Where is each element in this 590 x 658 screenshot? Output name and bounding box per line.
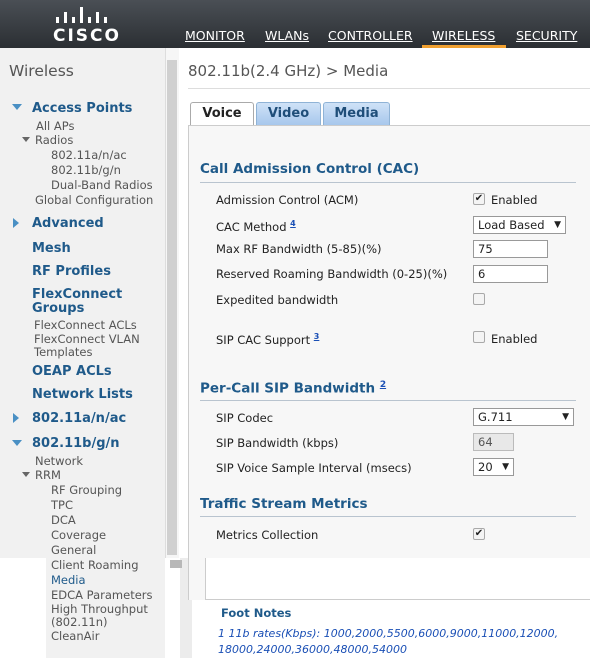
sidebar-item-cleanair[interactable]: CleanAir	[51, 629, 100, 643]
tab-panel-bottom	[205, 558, 590, 600]
expedited-bandwidth-checkbox[interactable]	[473, 293, 485, 305]
expand-right-icon[interactable]	[13, 218, 19, 228]
expand-down-icon[interactable]	[12, 104, 22, 110]
tab-video[interactable]: Video	[256, 102, 321, 125]
sidebar-item-coverage[interactable]: Coverage	[51, 528, 107, 542]
expedited-bandwidth-label: Expedited bandwidth	[216, 293, 339, 307]
metrics-collection-checkbox[interactable]	[473, 528, 485, 540]
expand-down-icon[interactable]	[22, 137, 30, 142]
nav-controller[interactable]: CONTROLLER	[328, 28, 413, 43]
checkmark-icon: ✔	[474, 193, 484, 204]
sidebar-item-general[interactable]: General	[51, 543, 97, 557]
tab-media[interactable]: Media	[323, 102, 390, 125]
section-heading-cac	[200, 161, 419, 177]
footnote-link[interactable]: 3	[313, 332, 320, 341]
sidebar-item-flexconnect-groups-2[interactable]: Groups	[32, 301, 85, 316]
sidebar-item-rf-profiles[interactable]: RF Profiles	[32, 264, 111, 279]
section-heading-sip-text: Per-Call SIP Bandwidth	[200, 380, 376, 397]
sip-codec-value: G.711	[478, 410, 513, 424]
sidebar-item-access-points[interactable]: Access Points	[32, 101, 133, 116]
active-nav-indicator	[422, 45, 506, 48]
sip-interval-select[interactable]	[473, 458, 514, 476]
section-heading-cac-text: Call Admission Control (CAC)	[200, 161, 420, 177]
footnotes-title: Foot Notes	[221, 606, 292, 620]
reserved-roaming-bandwidth-input[interactable]: 6	[473, 265, 548, 283]
section-divider	[200, 182, 576, 183]
sidebar-title: Wireless	[9, 62, 74, 80]
sidebar-item-dca[interactable]: DCA	[51, 513, 76, 527]
section-heading-tsm	[200, 496, 367, 512]
sidebar-item-client-roaming[interactable]: Client Roaming	[51, 558, 139, 572]
sidebar-item-flexconnect-groups[interactable]: FlexConnect	[32, 287, 123, 302]
sidebar-item-flexconnect-acls[interactable]: FlexConnect ACLs	[34, 318, 137, 332]
sip-codec-label: SIP Codec	[216, 411, 274, 425]
footnotes-text: 1 11b rates(Kbps): 1000,2000,5500,6000,9000,11000,12000, 18000,24000,36000,48000,54000	[218, 627, 559, 656]
sip-codec-select[interactable]	[473, 408, 574, 426]
top-header	[0, 0, 590, 48]
footnote-link[interactable]: 2	[379, 380, 387, 390]
sidebar-item-radio-b[interactable]: 802.11b/g/n	[51, 163, 121, 177]
sidebar-item-band-a[interactable]: 802.11a/n/ac	[32, 411, 127, 426]
max-rf-bandwidth-label: Max RF Bandwidth (5-85)(%)	[216, 242, 382, 256]
sip-interval-value: 20	[478, 460, 493, 474]
sidebar-item-rrm[interactable]: RRM	[35, 468, 61, 482]
section-heading-sip	[200, 380, 386, 397]
sidebar-item-flexconnect-vlan-2[interactable]: Templates	[34, 345, 93, 359]
title-divider	[188, 88, 590, 89]
sidebar-item-dual-band[interactable]: Dual-Band Radios	[51, 178, 153, 192]
sidebar-scroll-thumb[interactable]	[167, 60, 177, 555]
cac-method-value: Load Based	[478, 218, 545, 232]
nav-security[interactable]: SECURITY	[516, 28, 578, 43]
sidebar-item-high-throughput[interactable]: High Throughput	[51, 602, 148, 616]
sidebar-item-media[interactable]: Media	[51, 573, 86, 587]
sidebar-item-global-config[interactable]: Global Configuration	[35, 193, 154, 207]
cisco-bridge-icon	[55, 6, 119, 26]
sip-cac-support-checkbox[interactable]	[473, 331, 485, 343]
cac-method-label	[216, 219, 296, 234]
nav-wlans[interactable]: WLANs	[265, 28, 310, 43]
sidebar-item-rf-grouping[interactable]: RF Grouping	[51, 483, 123, 497]
sidebar-item-advanced[interactable]: Advanced	[32, 216, 104, 231]
dropdown-arrow-icon: ▼	[502, 462, 509, 472]
sidebar-item-high-throughput-2[interactable]: (802.11n)	[51, 615, 108, 629]
sidebar-item-mesh[interactable]: Mesh	[32, 241, 71, 256]
dropdown-arrow-icon: ▼	[562, 412, 569, 422]
sip-cac-support-label-text: SIP CAC Support	[216, 332, 311, 347]
checkmark-icon: ✔	[474, 528, 484, 539]
cac-method-select[interactable]	[473, 216, 566, 234]
admission-control-checkbox[interactable]	[473, 193, 485, 205]
expand-down-icon[interactable]	[12, 440, 22, 446]
admission-control-enabled-label: Enabled	[491, 193, 538, 207]
sip-bandwidth-label: SIP Bandwidth (kbps)	[216, 436, 339, 450]
section-divider	[200, 400, 576, 401]
max-rf-bandwidth-input[interactable]: 75	[473, 240, 548, 258]
admission-control-label: Admission Control (ACM)	[216, 193, 359, 207]
sip-cac-enabled-label: Enabled	[491, 332, 538, 346]
sip-bandwidth-input: 64	[473, 433, 514, 451]
sip-cac-support-label	[216, 332, 319, 347]
sidebar-item-radio-a[interactable]: 802.11a/n/ac	[51, 148, 127, 162]
footnote-link[interactable]: 4	[290, 219, 296, 228]
logo-text: CISCO	[53, 26, 121, 46]
cisco-logo[interactable]	[52, 4, 122, 46]
section-heading-tsm-text: Traffic Stream Metrics	[200, 496, 368, 512]
expand-right-icon[interactable]	[13, 413, 19, 423]
sidebar-item-oeap-acls[interactable]: OEAP ACLs	[32, 364, 112, 379]
sidebar-item-all-aps[interactable]: All APs	[36, 119, 75, 133]
sidebar-item-edca[interactable]: EDCA Parameters	[51, 588, 153, 602]
tab-voice[interactable]: Voice	[190, 102, 254, 125]
dropdown-arrow-icon: ▼	[554, 220, 561, 230]
sidebar-item-radios[interactable]: Radios	[35, 133, 74, 147]
sidebar-item-band-b[interactable]: 802.11b/g/n	[32, 436, 120, 451]
nav-monitor[interactable]: MONITOR	[185, 28, 245, 43]
sidebar-item-network[interactable]: Network	[35, 454, 84, 468]
sidebar-item-network-lists[interactable]: Network Lists	[32, 387, 133, 402]
section-divider	[200, 516, 576, 517]
reserved-roaming-bandwidth-label: Reserved Roaming Bandwidth (0-25)(%)	[216, 267, 448, 281]
page-title: 802.11b(2.4 GHz) > Media	[188, 62, 389, 80]
cac-method-label-text: CAC Method	[216, 219, 287, 234]
sidebar-item-flexconnect-vlan[interactable]: FlexConnect VLAN	[34, 332, 140, 346]
scroll-down-arrow-icon[interactable]	[170, 560, 182, 568]
sip-voice-sample-interval-label: SIP Voice Sample Interval (msecs)	[216, 461, 412, 475]
metrics-collection-label: Metrics Collection	[216, 528, 319, 542]
expand-down-icon[interactable]	[22, 472, 30, 477]
sidebar-item-tpc[interactable]: TPC	[51, 498, 73, 512]
nav-wireless[interactable]: WIRELESS	[432, 28, 496, 43]
